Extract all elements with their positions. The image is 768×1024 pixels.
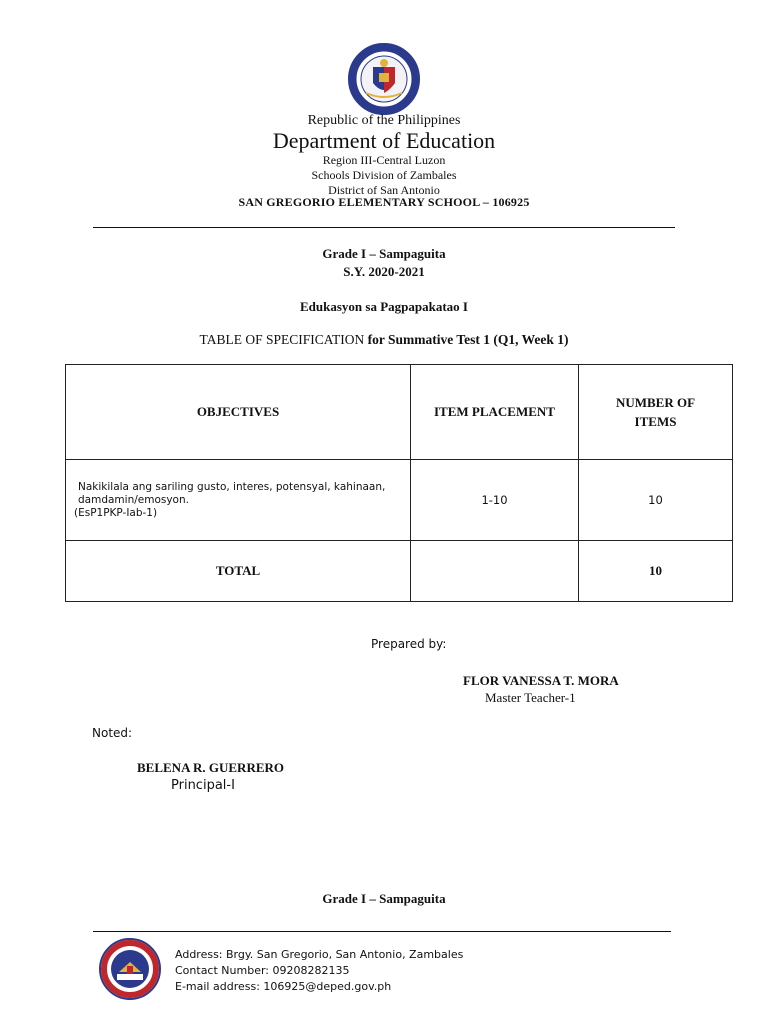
header-number-of-items-text: NUMBER OF ITEMS — [615, 395, 696, 429]
competency-code: (EsP1PKP-Iab-1) — [74, 506, 158, 519]
specification-table — [65, 364, 733, 602]
table-header-row — [66, 365, 733, 460]
subject-title: Edukasyon sa Pagpapakatao I — [300, 299, 468, 314]
principal-position: Principal-I — [171, 778, 235, 793]
header-number-of-items — [579, 365, 733, 460]
tos-title — [0, 332, 768, 348]
teacher-position: Master Teacher-1 — [485, 690, 576, 705]
total-items-value: 10 — [579, 541, 733, 602]
tos-title-main: TABLE OF SPECIFICATION — [199, 332, 365, 347]
footer-email: E-mail address: 106925@deped.gov.ph — [175, 980, 392, 993]
region-line: Region III-Central Luzon — [322, 153, 446, 167]
total-placement-cell — [411, 541, 579, 602]
deped-seal-logo — [346, 43, 422, 115]
footer-contact-number: Contact Number: 09208282135 — [175, 964, 350, 977]
objective-cell — [66, 460, 411, 541]
office-lines — [0, 153, 768, 198]
department-title: Department of Education — [272, 128, 496, 153]
header-divider — [93, 227, 675, 228]
footer-address: Address: Brgy. San Gregorio, San Antonio, Zambales — [175, 948, 464, 961]
teacher-name: FLOR VANESSA T. MORA — [463, 673, 619, 688]
objective-text-line2: damdamin/emosyon. — [78, 493, 189, 506]
principal-name: BELENA R. GUERRERO — [137, 760, 284, 775]
school-name: SAN GREGORIO ELEMENTARY SCHOOL – 106925 — [238, 195, 530, 209]
item-placement-cell: 1-10 — [411, 460, 579, 541]
table-row — [66, 460, 733, 541]
noted-label: Noted: — [92, 726, 133, 740]
footer-divider — [93, 931, 671, 932]
grade-section: Grade I – Sampaguita — [322, 246, 446, 261]
grade-section-bottom: Grade I – Sampaguita — [322, 891, 446, 906]
footer-contact — [175, 947, 463, 995]
total-label: TOTAL — [66, 541, 411, 602]
republic-label: Republic of the Philippines — [307, 113, 461, 128]
school-logo — [99, 938, 161, 1000]
school-year: S.Y. 2020-2021 — [343, 264, 425, 279]
district-line: District of San Antonio — [328, 183, 440, 197]
header-objectives: OBJECTIVES — [66, 365, 411, 460]
header-item-placement: ITEM PLACEMENT — [411, 365, 579, 460]
division-line: Schools Division of Zambales — [311, 168, 457, 182]
tos-title-rest: for Summative Test 1 (Q1, Week 1) — [364, 332, 569, 347]
total-row — [66, 541, 733, 602]
number-of-items-cell: 10 — [579, 460, 733, 541]
objective-text-line1: Nakikilala ang sariling gusto, interes, potensyal, kahinaan, — [78, 480, 386, 493]
prepared-by-label: Prepared by: — [371, 637, 447, 651]
